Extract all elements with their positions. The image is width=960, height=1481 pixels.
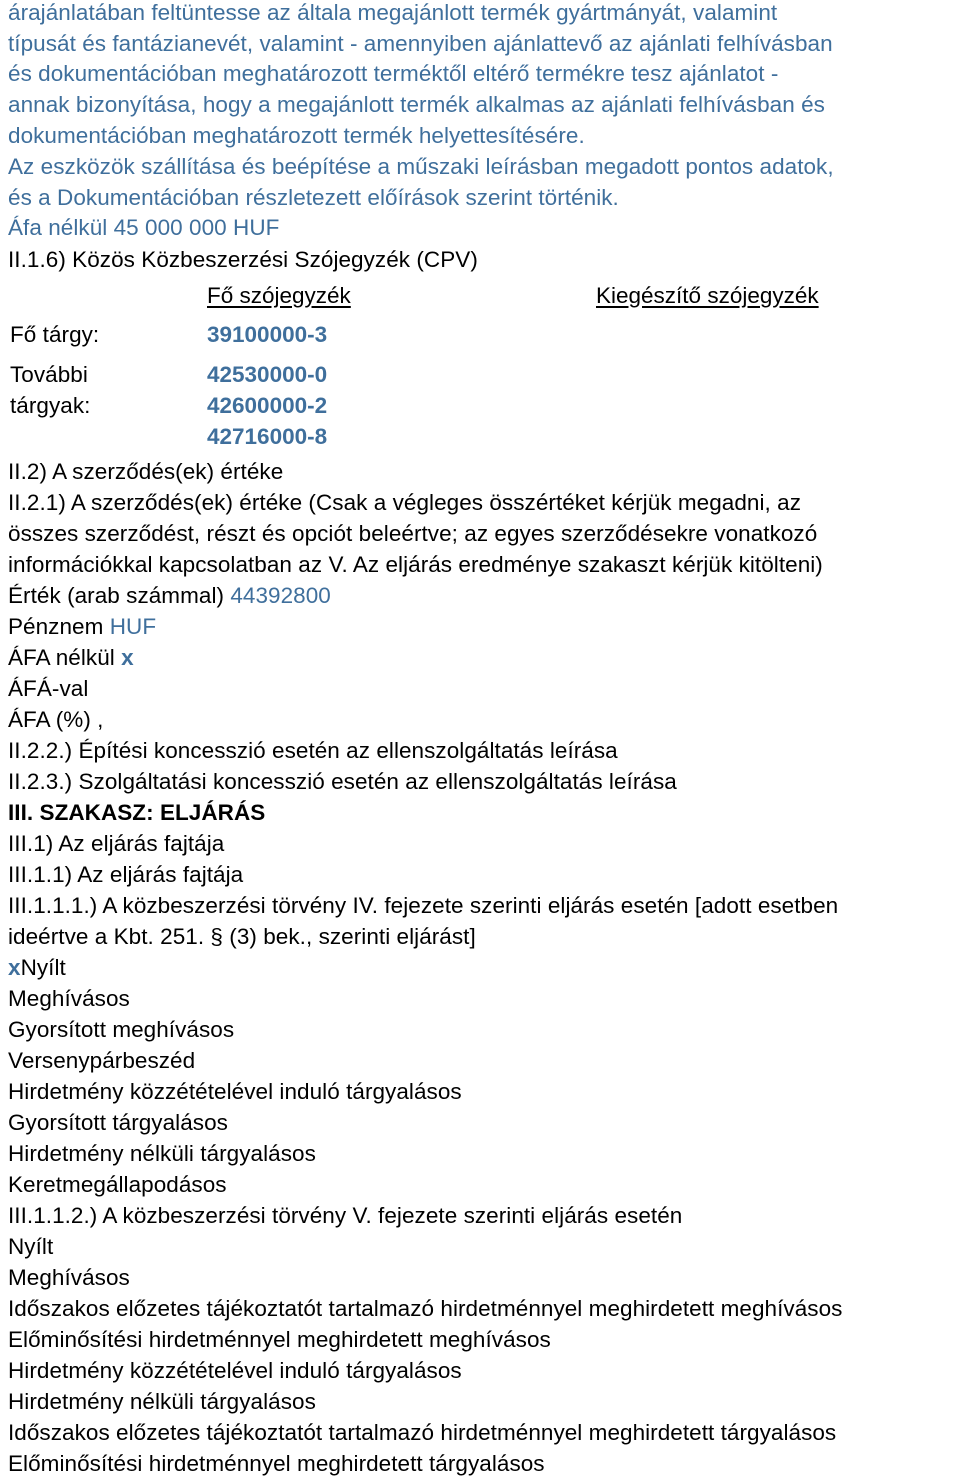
procedure-option [8, 952, 66, 983]
value-vat-excluded-label: ÁFA nélkül [8, 645, 122, 670]
procedure-option: Hirdetmény nélküli tárgyalásos [8, 1141, 316, 1166]
section-sub-heading: III.1) Az eljárás fajtája [8, 831, 225, 856]
intro-line: annak bizonyítása, hogy a megajánlott termék alkalmas az ajánlati felhívásban és [8, 92, 825, 117]
intro-line: Az eszközök szállítása és beépítése a műszaki leírásban megadott pontos adatok, [8, 154, 834, 179]
procedure-option: Nyílt [8, 1234, 54, 1259]
procedure-option: Hirdetmény nélküli tárgyalásos [8, 1389, 316, 1414]
cpv-main-label: Fő tárgy: [10, 322, 100, 347]
cpv-main-code: 39100000-3 [207, 322, 328, 347]
procedure-option: Előminősítési hirdetménnyel meghirdetett tárgyalásos [8, 1451, 545, 1476]
value-desc-line: információkkal kapcsolatban az V. Az eljárás eredménye szakaszt kérjük kitölteni) [8, 552, 823, 577]
procedure-option: Versenypárbeszéd [8, 1048, 196, 1073]
concession-line: II.2.3.) Szolgáltatási koncesszió esetén az ellenszolgáltatás leírása [8, 769, 677, 794]
procedure-option: Hirdetmény közzétételével induló tárgyalásos [8, 1079, 462, 1104]
cpv-main-column-header: Fő szójegyzék [207, 283, 351, 308]
value-amount-row [8, 580, 331, 611]
procedure-option: Előminősítési hirdetménnyel meghirdetett meghívásos [8, 1327, 551, 1352]
procedure-option: Gyorsított tárgyalásos [8, 1110, 228, 1135]
intro-line: és dokumentációban meghatározott terméktől eltérő termékre tesz ajánlatot - [8, 61, 779, 86]
procedure-option: Keretmegállapodásos [8, 1172, 227, 1197]
procedure-iv-heading: III.1.1.1.) A közbeszerzési törvény IV. fejezete szerinti eljárás esetén [adott esetben [8, 893, 839, 918]
value-currency-row [8, 611, 156, 642]
cpv-extra-column-header: Kiegészítő szójegyzék [596, 283, 819, 308]
value-heading: II.2) A szerződés(ek) értéke [8, 459, 284, 484]
value-desc-line: II.2.1) A szerződés(ek) értéke (Csak a végleges összértéket kérjük megadni, az [8, 490, 802, 515]
intro-line: Áfa nélkül 45 000 000 HUF [8, 215, 280, 240]
value-vat-excluded-row [8, 642, 134, 673]
value-desc-line: összes szerződést, részt és opciót beleértve; az egyes szerződésekre vonatkozó [8, 521, 818, 546]
section-title: III. SZAKASZ: ELJÁRÁS [8, 800, 266, 825]
value-vat-included-label: ÁFÁ-val [8, 676, 89, 701]
value-amount: 44392800 [230, 583, 331, 608]
cpv-other-code: 42600000-2 [207, 393, 328, 418]
value-currency-label: Pénznem [8, 614, 110, 639]
cpv-other-label: tárgyak: [10, 393, 91, 418]
procedure-option: Meghívásos [8, 986, 130, 1011]
selected-mark: x [8, 955, 21, 980]
intro-line: dokumentációban meghatározott termék helyettesítésére. [8, 123, 585, 148]
intro-line: típusát és fantázianevét, valamint - amennyiben ajánlattevő az ajánlati felhívásban [8, 31, 833, 56]
cpv-other-label: További [10, 362, 88, 387]
procedure-option: Gyorsított meghívásos [8, 1017, 235, 1042]
procedure-option: Hirdetmény közzétételével induló tárgyalásos [8, 1358, 462, 1383]
intro-line: és a Dokumentációban részletezett előírások szerint történik. [8, 185, 619, 210]
intro-line: árajánlatában feltüntesse az általa megajánlott termék gyártmányát, valamint [8, 0, 778, 25]
section-sub-heading: III.1.1) Az eljárás fajtája [8, 862, 244, 887]
procedure-option: Meghívásos [8, 1265, 130, 1290]
procedure-option: Időszakos előzetes tájékoztatót tartalmazó hirdetménnyel meghirdetett meghívásos [8, 1296, 843, 1321]
procedure-iv-heading: ideértve a Kbt. 251. § (3) bek., szerinti eljárást] [8, 924, 476, 949]
procedure-option-label: Nyílt [20, 955, 66, 980]
value-amount-label: Érték (arab számmal) [8, 583, 231, 608]
procedure-option: Időszakos előzetes tájékoztatót tartalmazó hirdetménnyel meghirdetett tárgyalásos [8, 1420, 837, 1445]
cpv-other-code: 42530000-0 [207, 362, 328, 387]
value-vat-excluded-mark: x [121, 645, 134, 670]
concession-line: II.2.2.) Építési koncesszió esetén az ellenszolgáltatás leírása [8, 738, 618, 763]
cpv-heading: II.1.6) Közös Közbeszerzési Szójegyzék (CPV) [8, 247, 478, 272]
cpv-other-code: 42716000-8 [207, 424, 328, 449]
procedure-v-heading: III.1.1.2.) A közbeszerzési törvény V. fejezete szerinti eljárás esetén [8, 1203, 683, 1228]
value-currency: HUF [109, 614, 157, 639]
value-vat-percent-label: ÁFA (%) , [8, 707, 104, 732]
